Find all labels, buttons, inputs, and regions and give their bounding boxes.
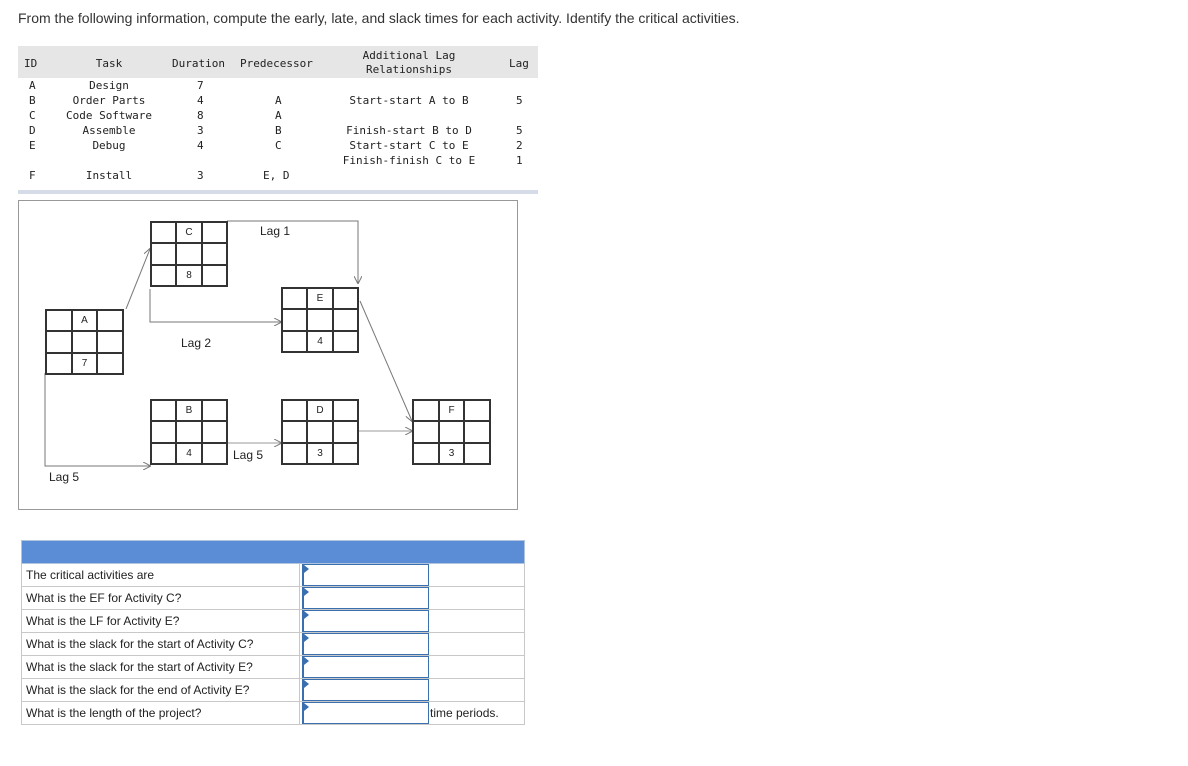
header-duration: Duration [172, 57, 225, 70]
answer-project-length-input[interactable] [302, 702, 429, 724]
header-relationships: Relationships [365, 63, 453, 76]
answer-slack-start-c-input[interactable] [302, 633, 429, 655]
header-task: Task [95, 57, 123, 70]
row-e-id: E [29, 139, 36, 152]
node-a [45, 309, 124, 375]
question-row [21, 587, 525, 610]
arrow-c-to-f [227, 221, 358, 283]
node-b-label: B [176, 400, 201, 421]
row-f-id: F [29, 169, 36, 182]
header-id: ID [24, 57, 38, 70]
header-predecessor: Predecessor [240, 57, 313, 70]
project-length-unit: time periods. [430, 706, 499, 720]
node-d-duration: 3 [307, 443, 332, 464]
table-bottom-rule [18, 190, 538, 194]
row-c-predecessor: A [275, 109, 282, 122]
lag-label-b-d: Lag 5 [233, 448, 264, 462]
header-additional-lag: Additional Lag [362, 49, 456, 62]
row-b-predecessor: A [275, 94, 282, 107]
node-d-label: D [307, 400, 332, 421]
row-b-task: Order Parts [72, 94, 146, 107]
answer-slack-start-e-input[interactable] [302, 656, 429, 678]
node-c [150, 221, 228, 287]
node-a-label: A [72, 310, 98, 331]
question-row [21, 610, 525, 633]
answer-ef-c-input[interactable] [302, 587, 429, 609]
question-slack-start-c: What is the slack for the start of Activity C? [26, 637, 254, 651]
row-e2-lag: 1 [516, 154, 523, 167]
question-table-header [21, 540, 525, 564]
row-f-duration: 3 [197, 169, 204, 182]
answer-critical-activities-dropdown[interactable] [302, 564, 429, 586]
row-e-lag: 2 [516, 139, 523, 152]
question-table [21, 540, 525, 725]
row-e-relationship: Start-start C to E [349, 139, 469, 152]
arrow-e-to-f [360, 301, 412, 421]
question-project-length: What is the length of the project? [26, 706, 202, 720]
row-e2-relationship: Finish-finish C to E [342, 154, 476, 167]
instruction-text: From the following information, compute the early, late, and slack times for each activity. Identify the critical activities. [18, 10, 740, 26]
lag-label-a-b: Lag 5 [49, 470, 80, 484]
node-e [281, 287, 359, 353]
row-b-duration: 4 [197, 94, 204, 107]
node-f [412, 399, 491, 465]
row-f-predecessor: E, D [263, 169, 290, 182]
arrow-a-to-b [45, 373, 150, 466]
row-d-id: D [29, 124, 36, 137]
lag-label-c-e: Lag 2 [181, 336, 212, 350]
node-c-label: C [176, 222, 201, 243]
node-f-label: F [439, 400, 465, 421]
row-e-task: Debug [92, 139, 126, 152]
row-a-duration: 7 [197, 79, 204, 92]
row-d-lag: 5 [516, 124, 523, 137]
node-a-duration: 7 [72, 353, 98, 374]
row-e-duration: 4 [197, 139, 204, 152]
node-c-duration: 8 [176, 265, 201, 286]
row-c-task: Code Software [65, 109, 153, 122]
node-e-duration: 4 [307, 331, 332, 352]
row-c-duration: 8 [197, 109, 204, 122]
row-a-task: Design [89, 79, 129, 92]
question-row [21, 679, 525, 702]
row-a-id: A [29, 79, 36, 92]
activity-table [18, 46, 538, 194]
header-lag: Lag [509, 57, 529, 70]
row-d-predecessor: B [275, 124, 282, 137]
question-slack-end-e: What is the slack for the end of Activity E? [26, 683, 250, 697]
row-d-duration: 3 [197, 124, 204, 137]
question-row [21, 656, 525, 679]
row-b-relationship: Start-start A to B [349, 94, 469, 107]
arrow-a-to-c [126, 249, 150, 309]
network-diagram [18, 200, 518, 510]
lag-label-c-f: Lag 1 [260, 224, 291, 238]
row-b-id: B [29, 94, 36, 107]
row-b-lag: 5 [516, 94, 523, 107]
question-critical-activities: The critical activities are [26, 568, 155, 582]
row-d-task: Assemble [82, 124, 136, 137]
row-f-task: Install [85, 169, 133, 182]
arrow-c-to-e [150, 289, 281, 322]
question-row [21, 633, 525, 656]
node-b-duration: 4 [176, 443, 201, 464]
node-f-duration: 3 [439, 443, 465, 464]
question-row [21, 702, 525, 725]
node-e-label: E [307, 288, 332, 309]
row-d-relationship: Finish-start B to D [346, 124, 472, 137]
node-d [281, 399, 359, 465]
row-c-id: C [29, 109, 36, 122]
question-lf-e: What is the LF for Activity E? [26, 614, 180, 628]
answer-slack-end-e-input[interactable] [302, 679, 429, 701]
answer-lf-e-input[interactable] [302, 610, 429, 632]
question-row [21, 564, 525, 587]
node-b [150, 399, 228, 465]
question-slack-start-e: What is the slack for the start of Activity E? [26, 660, 253, 674]
row-e-predecessor: C [275, 139, 282, 152]
question-ef-c: What is the EF for Activity C? [26, 591, 182, 605]
